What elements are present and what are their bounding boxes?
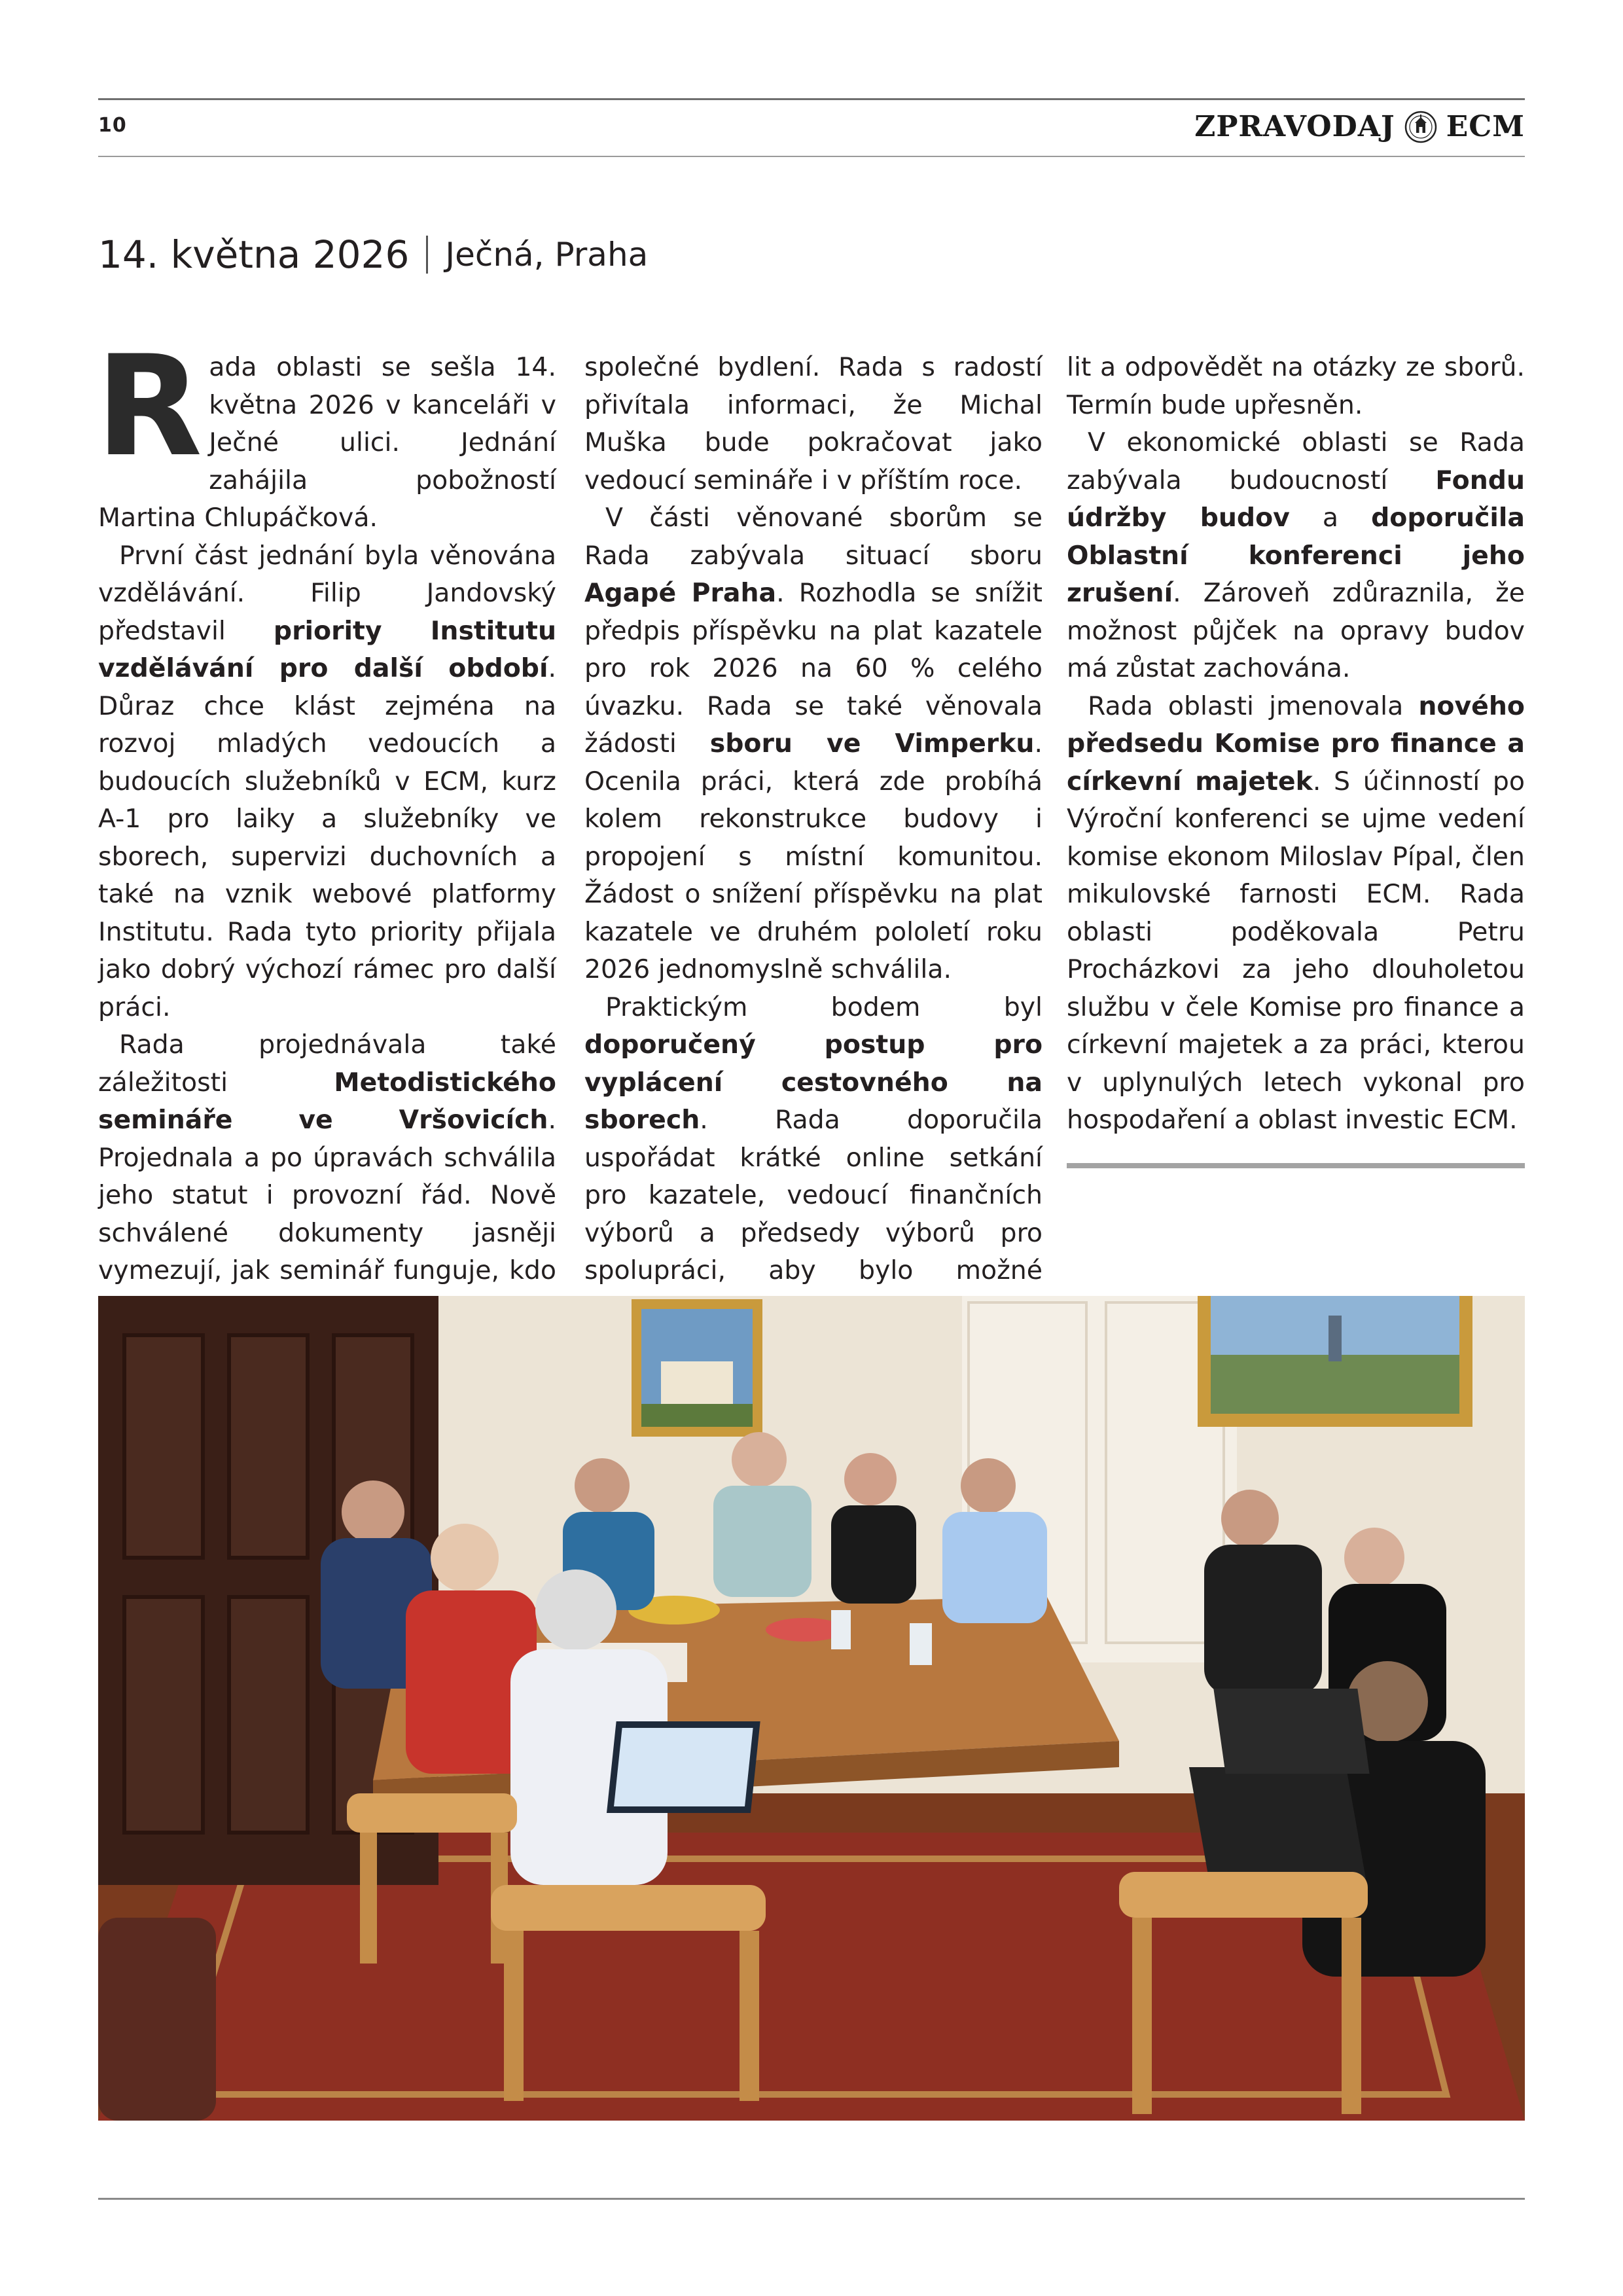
drop-cap: R xyxy=(96,325,203,487)
emphasis: sboru ve Vimperku xyxy=(709,728,1035,759)
emphasis: doporučený postup pro vyplácení cestovného na sborech xyxy=(584,1030,1043,1135)
article-column-1 xyxy=(96,325,556,1365)
paragraph: Praktickým bodem byl doporučený postup pro vyplácení cestovného na sborech. Rada doporučila uspořádat krátké online setkání pro kazatele, vedoucí finančních výborů a předsedy výborů pro spolupráci, aby bylo možné xyxy=(584,992,1043,1285)
paragraph: V ekonomické oblasti se Rada zabývala budoucností Fondu údržby budov a doporučila Oblastní konferenci jeho zrušení. Zároveň zdůraznila, že možnost půjček na opravy budov má zůstat zachována. xyxy=(1067,427,1525,683)
header-top-rule xyxy=(98,98,1525,100)
masthead-title: ZPRAVODAJ xyxy=(1194,110,1395,143)
meeting-photo xyxy=(98,1296,1525,2121)
meeting-photo-illustration xyxy=(98,1296,1525,2121)
paragraph: První část jednání byla věnována vzdělávání. Filip Jandovský představil priority Institutu vzdělávání pro další období. Důraz chce klást zejména na rozvoj mladých vedoucích a budoucích služebníků v ECM, kurz A-1 pro laiky a služebníky ve sborech, supervizi duchovních a také na vznik webové platformy Institutu. Rada tyto priority přijala jako dobrý výchozí rámec pro další práci. xyxy=(98,540,556,1022)
emphasis: priority Institutu vzdělávání pro další období xyxy=(98,615,556,683)
paragraph: Rada projednávala také záležitosti Metodistického semináře ve Vršovicích. Projednala a po úpravách schválila jeho statut i provozní řád. Nově schválené dokumenty jasněji vymezují, jak seminář funguje, kdo xyxy=(98,1030,556,1285)
church-seal-icon xyxy=(1404,111,1437,143)
article-place: Ječná, Praha xyxy=(445,236,649,274)
masthead-brand: ECM xyxy=(1446,110,1525,143)
header-bottom-rule xyxy=(98,156,1525,157)
paragraph: společné bydlení. Rada s radostí přivítala informaci, že Michal Muška bude pokračovat jako vedoucí semináře i v příštím roce. xyxy=(584,352,1043,495)
emphasis: Agapé Praha xyxy=(584,578,777,608)
article-column-2 xyxy=(584,349,1043,1327)
emphasis: doporučila Oblastní konferenci jeho zrušení xyxy=(1067,503,1525,608)
column-end-rule xyxy=(1067,1163,1525,1168)
article-dateline xyxy=(98,232,648,277)
footer-rule xyxy=(98,2198,1525,2200)
emphasis: nového předsedu Komise pro finance a církevní majetek xyxy=(1067,691,1525,797)
emphasis: Metodistického semináře ve Vršovicích xyxy=(98,1067,556,1135)
paragraph: Rada oblasti jmenovala nového předsedu Komise pro finance a církevní majetek. S účinností po Výroční konferenci se ujme vedení komise ekonom Miloslav Pípal, člen mikulovské farnosti ECM. Rada oblasti poděkovala Petru Procházkovi za jeho dlouholetou službu v čele Komise pro finance a církevní majetek a za práci, kterou v uplynulých letech vykonal pro hospodaření a oblast investic ECM. xyxy=(1067,691,1525,1135)
emphasis: Fondu údržby budov xyxy=(1067,465,1525,533)
article-column-3 xyxy=(1067,349,1525,1139)
paragraph: lit a odpovědět na otázky ze sborů. Termín bude upřesněn. xyxy=(1067,352,1525,420)
dateline-separator xyxy=(426,236,428,274)
masthead xyxy=(1194,110,1525,143)
paragraph: V části věnované sborům se Rada zabývala situací sboru Agapé Praha. Rozhodla se snížit předpis příspěvku na plat kazatele pro rok 2026 na 60 % celého úvazku. Rada se také věnovala žádosti sboru ve Vimperku. Ocenila práci, která zde probíhá kolem rekonstrukce budovy i propojení s místní komunitou. Žádost o snížení příspěvku na plat kazatele ve druhém pololetí roku 2026 jednomyslně schválila. xyxy=(584,503,1043,984)
page-number: 10 xyxy=(98,114,127,137)
paragraph: Rada oblasti se sešla 14. května 2026 v kanceláři v Ječné ulici. Jednání zahájila pobožností Martina Chlupáčková. xyxy=(96,325,556,533)
photo-laptop xyxy=(1189,1767,1366,1878)
article-date: 14. května 2026 xyxy=(98,232,410,277)
